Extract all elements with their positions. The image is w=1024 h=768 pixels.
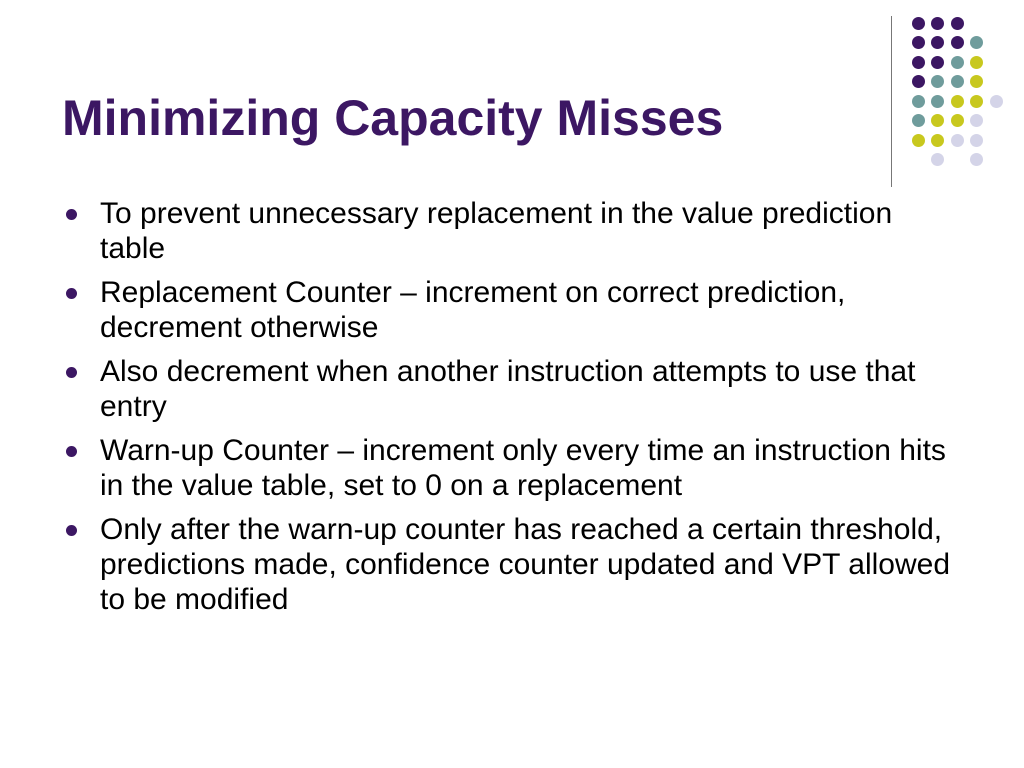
bullet-text: To prevent unnecessary replacement in the value prediction table (100, 197, 893, 265)
decorative-dot-teal (951, 75, 964, 88)
vertical-divider (891, 16, 892, 187)
decorative-dot-yellow (931, 134, 944, 147)
bullet-text: Warn-up Counter – increment only every time an instruction hits in the value table, set to 0 on a replacement (100, 434, 946, 502)
decorative-dot-lavender (990, 95, 1003, 108)
bullet-item (62, 512, 962, 617)
bullet-item (62, 354, 962, 424)
slide-title: Minimizing Capacity Misses (62, 90, 724, 146)
decorative-dot-purple (951, 17, 964, 30)
decorative-dot-lavender (970, 114, 983, 127)
decorative-dot-teal (912, 114, 925, 127)
decorative-dot-yellow (931, 114, 944, 127)
bullet-marker-icon (66, 446, 77, 457)
decorative-dot-yellow (951, 114, 964, 127)
decorative-dot-teal (970, 36, 983, 49)
bullet-marker-icon (66, 209, 77, 220)
decorative-dot-purple (912, 17, 925, 30)
decorative-dot-lavender (970, 134, 983, 147)
bullet-text: Also decrement when another instruction attempts to use that entry (100, 355, 916, 423)
bullet-text: Only after the warn-up counter has reached a certain threshold, predictions made, confidence counter updated and VPT allowed to be modified (100, 513, 951, 616)
bullet-text: Replacement Counter – increment on correct prediction, decrement otherwise (100, 276, 846, 344)
decorative-dot-purple (931, 56, 944, 69)
decorative-dot-purple (912, 36, 925, 49)
decorative-dot-lavender (970, 153, 983, 166)
decorative-dot-yellow (970, 56, 983, 69)
bullet-item (62, 196, 962, 266)
decorative-dot-purple (931, 36, 944, 49)
decorative-dot-teal (931, 75, 944, 88)
decorative-dot-purple (951, 36, 964, 49)
bullet-item (62, 275, 962, 345)
decorative-dot-teal (912, 95, 925, 108)
decorative-dot-teal (951, 56, 964, 69)
decorative-dot-lavender (951, 134, 964, 147)
decorative-dot-teal (931, 95, 944, 108)
bullet-item (62, 433, 962, 503)
decorative-dot-purple (912, 75, 925, 88)
decorative-dot-purple (912, 56, 925, 69)
bullet-marker-icon (66, 525, 77, 536)
decorative-dot-yellow (970, 75, 983, 88)
bullet-marker-icon (66, 288, 77, 299)
decorative-dot-lavender (931, 153, 944, 166)
decorative-dot-purple (931, 17, 944, 30)
bullet-list (62, 196, 962, 626)
decorative-dot-yellow (912, 134, 925, 147)
decorative-dot-yellow (951, 95, 964, 108)
decorative-dot-yellow (970, 95, 983, 108)
bullet-marker-icon (66, 367, 77, 378)
